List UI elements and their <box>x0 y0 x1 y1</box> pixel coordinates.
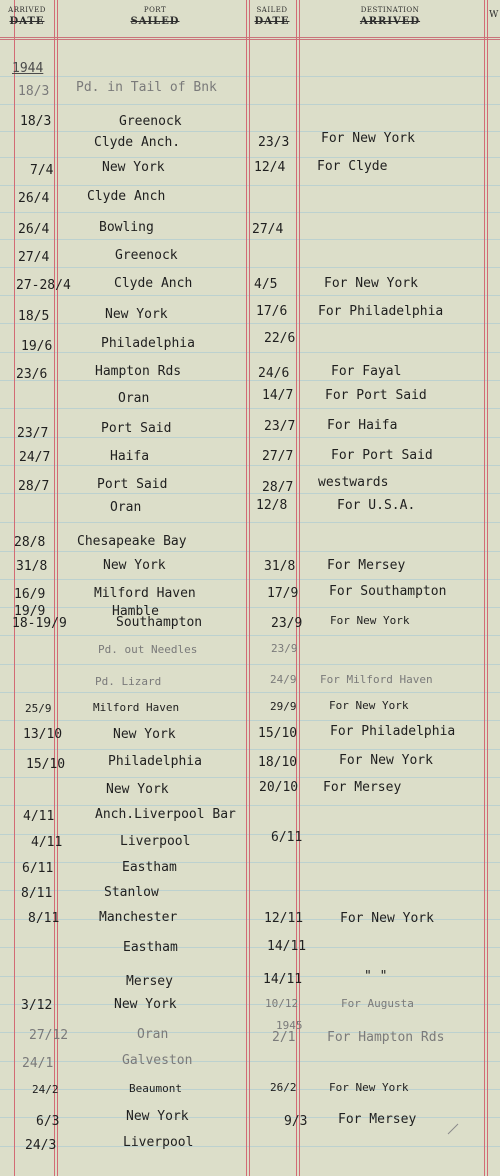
destination: For New York <box>329 1081 409 1094</box>
ruled-line <box>0 380 500 381</box>
port-name: Stanlow <box>104 885 159 900</box>
port-name: Hamble <box>112 604 159 619</box>
port-name: New York <box>102 160 165 175</box>
port-name: Pd. Lizard <box>95 675 162 688</box>
column-divider <box>484 0 485 1176</box>
ruled-line <box>0 323 500 324</box>
destination: For New York <box>330 614 410 627</box>
arrived-date: 7/4 <box>30 163 54 178</box>
arrived-date: 23/6 <box>16 367 48 382</box>
destination: For Philadelphia <box>330 724 456 739</box>
port-name: Pd. in Tail of Bnk <box>76 80 217 95</box>
sailed-date: 12/11 <box>264 911 304 926</box>
column-divider <box>249 0 250 1176</box>
destination: For Fayal <box>331 364 402 379</box>
ruled-line <box>0 493 500 494</box>
ruled-line <box>0 1146 500 1147</box>
arrived-date: 24/3 <box>25 1138 57 1153</box>
arrived-date: 26/4 <box>18 191 50 206</box>
port-header <box>100 6 210 27</box>
sailed-date: 17/9 <box>267 586 299 601</box>
port-name: Port Said <box>101 421 172 436</box>
ruled-line <box>0 157 500 158</box>
port-name: New York <box>126 1109 189 1124</box>
port-name: Oran <box>110 500 142 515</box>
destination: For Mersey <box>338 1112 417 1127</box>
sailed-header-sub: DATE <box>254 16 290 27</box>
destination: For Clyde <box>317 159 388 174</box>
sailed-date: 14/11 <box>263 972 303 987</box>
sailed-date: 18/10 <box>258 755 298 770</box>
sailed-date-header <box>249 6 295 27</box>
destination: For Port Said <box>331 448 433 463</box>
ruled-line <box>0 607 500 608</box>
sailed-date: 24/6 <box>258 366 290 381</box>
port-name: Philadelphia <box>101 336 195 351</box>
port-name: Bowling <box>99 220 154 235</box>
sailed-date: 23/9 <box>271 616 303 631</box>
arrived-date: 15/10 <box>26 757 66 772</box>
destination: For Southampton <box>329 584 447 599</box>
sailed-header-label: SAILED <box>256 6 288 14</box>
destination: For New York <box>340 911 434 926</box>
arrived-date: 24/1 <box>22 1056 54 1071</box>
destination: For New York <box>324 276 418 291</box>
ruled-line <box>0 890 500 891</box>
sailed-date: 24/9 <box>270 673 297 686</box>
ruled-line <box>0 692 500 693</box>
port-name: Hampton Rds <box>95 364 182 379</box>
pencil-tick-icon <box>446 1122 460 1136</box>
ruled-line <box>0 267 500 268</box>
destination: For New York <box>339 753 433 768</box>
port-name: Greenock <box>119 114 182 129</box>
arrived-date: 26/4 <box>18 222 50 237</box>
port-name: Oran <box>137 1027 169 1042</box>
sailed-date: 22/6 <box>264 331 296 346</box>
destination: For Port Said <box>325 388 427 403</box>
destination: For Mersey <box>323 780 402 795</box>
arrived-date: 27/4 <box>18 250 50 265</box>
ruled-line <box>0 437 500 438</box>
year-label: 1944 <box>12 61 44 76</box>
port-name: Milford Haven <box>93 701 180 714</box>
sailed-date: 23/9 <box>271 642 298 655</box>
column-divider <box>299 0 300 1176</box>
destination-header-label: DESTINATION <box>360 6 420 14</box>
sailed-date: 12/4 <box>254 160 286 175</box>
arrived-date-header <box>3 6 51 27</box>
arrived-date: 6/11 <box>22 861 54 876</box>
ruled-line <box>0 104 500 105</box>
port-name: New York <box>105 307 168 322</box>
port-name: Galveston <box>122 1053 193 1068</box>
sailed-date: 2/1 <box>272 1030 296 1045</box>
ruled-line <box>0 551 500 552</box>
ruled-line <box>0 295 500 296</box>
sailed-date: 27/7 <box>262 449 294 464</box>
arrived-header-sub: DATE <box>9 16 45 27</box>
port-name: Oran <box>118 391 150 406</box>
next-header-label: W <box>489 10 499 20</box>
column-divider <box>487 0 488 1176</box>
ruled-line <box>0 131 500 132</box>
arrived-date: 24/2 <box>32 1083 59 1096</box>
ruled-line <box>0 1061 500 1062</box>
arrived-date: 23/7 <box>17 426 49 441</box>
sailed-date: 6/11 <box>271 830 303 845</box>
year-note: 1945 <box>276 1019 303 1032</box>
ruled-line <box>0 522 500 523</box>
arrived-date: 27/12 <box>29 1028 69 1043</box>
arrived-date: 6/3 <box>36 1114 60 1129</box>
sailed-date: 20/10 <box>259 780 299 795</box>
port-name: Port Said <box>97 477 168 492</box>
arrived-date: 3/12 <box>21 998 53 1013</box>
ruled-line <box>0 777 500 778</box>
port-name: Manchester <box>99 910 178 925</box>
port-name: Milford Haven <box>94 586 196 601</box>
sailed-date: 14/7 <box>262 388 294 403</box>
destination: For Augusta <box>341 997 414 1010</box>
sailed-date: 14/11 <box>267 939 307 954</box>
destination: For Milford Haven <box>320 673 433 686</box>
next-column-header <box>488 10 500 20</box>
port-name: Clyde Anch. <box>94 135 181 150</box>
destination: " " <box>364 969 388 984</box>
sailed-date: 23/7 <box>264 419 296 434</box>
ruled-line <box>0 352 500 353</box>
ruled-line <box>0 834 500 835</box>
port-name: Eastham <box>122 860 177 875</box>
port-name: Chesapeake Bay <box>77 534 187 549</box>
ruled-line <box>0 1117 500 1118</box>
sailed-date: 4/5 <box>254 277 278 292</box>
port-name: Liverpool <box>120 834 191 849</box>
arrived-date: 28/8 <box>14 535 46 550</box>
ruled-line <box>0 720 500 721</box>
port-name: Haifa <box>110 449 150 464</box>
arrived-date: 24/7 <box>19 450 51 465</box>
ruled-line <box>0 976 500 977</box>
destination: For Philadelphia <box>318 304 444 319</box>
arrived-date: 16/9 <box>14 587 46 602</box>
column-divider <box>57 0 58 1176</box>
arrived-date: 31/8 <box>16 559 48 574</box>
port-name: New York <box>114 997 177 1012</box>
destination: For Hampton Rds <box>327 1030 445 1045</box>
column-divider <box>54 0 55 1176</box>
sailed-date: 31/8 <box>264 559 296 574</box>
arrived-date: 19/9 <box>14 604 46 619</box>
port-name: Mersey <box>126 974 173 989</box>
destination: westwards <box>318 475 389 490</box>
destination: For Mersey <box>327 558 406 573</box>
port-name: New York <box>113 727 176 742</box>
ruled-line <box>0 664 500 665</box>
sailed-date: 9/3 <box>284 1114 308 1129</box>
sailed-date: 26/2 <box>270 1081 297 1094</box>
column-divider <box>246 0 247 1176</box>
sailed-date: 15/10 <box>258 726 298 741</box>
port-name: New York <box>103 558 166 573</box>
ruled-line <box>0 635 500 636</box>
arrived-date: 13/10 <box>23 727 63 742</box>
ruled-line <box>0 76 500 77</box>
header-rule <box>0 39 500 40</box>
destination-header <box>334 6 446 27</box>
ruled-line <box>0 1089 500 1090</box>
arrived-date: 25/9 <box>25 702 52 715</box>
port-name: Clyde Anch <box>87 189 166 204</box>
port-name: Greenock <box>115 248 178 263</box>
destination: For U.S.A. <box>337 498 416 513</box>
arrived-date: 28/7 <box>18 479 50 494</box>
ruled-line <box>0 239 500 240</box>
arrived-date: 18/3 <box>18 84 50 99</box>
port-name: Eastham <box>123 940 178 955</box>
ruled-line <box>0 185 500 186</box>
destination: For New York <box>321 131 415 146</box>
destination: For Haifa <box>327 418 398 433</box>
port-name: Beaumont <box>129 1082 182 1095</box>
arrived-date: 19/6 <box>21 339 53 354</box>
sailed-date: 17/6 <box>256 304 288 319</box>
port-name: Pd. out Needles <box>98 643 198 656</box>
port-name: Anch.Liverpool Bar <box>95 807 236 822</box>
arrived-date: 8/11 <box>21 886 53 901</box>
ruled-line <box>0 465 500 466</box>
arrived-date: 18-19/9 <box>12 616 67 631</box>
sailed-date: 28/7 <box>262 480 294 495</box>
arrived-date: 27-28/4 <box>16 278 71 293</box>
sailed-date: 10/12 <box>265 997 299 1010</box>
arrived-header-label: ARRIVED <box>8 6 46 14</box>
port-header-label: PORT <box>143 6 167 14</box>
sailed-date: 29/9 <box>270 700 297 713</box>
ruled-line <box>0 408 500 409</box>
ruled-line <box>0 947 500 948</box>
arrived-date: 4/11 <box>31 835 63 850</box>
ruled-line <box>0 579 500 580</box>
arrived-date: 18/3 <box>20 114 52 129</box>
arrived-date: 4/11 <box>23 809 55 824</box>
destination: For New York <box>329 699 409 712</box>
header-rule <box>0 37 500 38</box>
destination-header-sub: ARRIVED <box>359 16 421 27</box>
port-name: Philadelphia <box>108 754 202 769</box>
port-name: New York <box>106 782 169 797</box>
port-name: Liverpool <box>123 1135 194 1150</box>
port-header-sub: SAILED <box>130 16 180 27</box>
port-name: Southampton <box>116 615 203 630</box>
ruled-line <box>0 212 500 213</box>
ruled-line <box>0 1004 500 1005</box>
arrived-date: 8/11 <box>28 911 60 926</box>
sailed-date: 23/3 <box>258 135 290 150</box>
ruled-line <box>0 749 500 750</box>
sailed-date: 12/8 <box>256 498 288 513</box>
arrived-date: 18/5 <box>18 309 50 324</box>
ruled-line <box>0 805 500 806</box>
port-name: Clyde Anch <box>114 276 193 291</box>
sailed-date: 27/4 <box>252 222 284 237</box>
ruled-line <box>0 862 500 863</box>
